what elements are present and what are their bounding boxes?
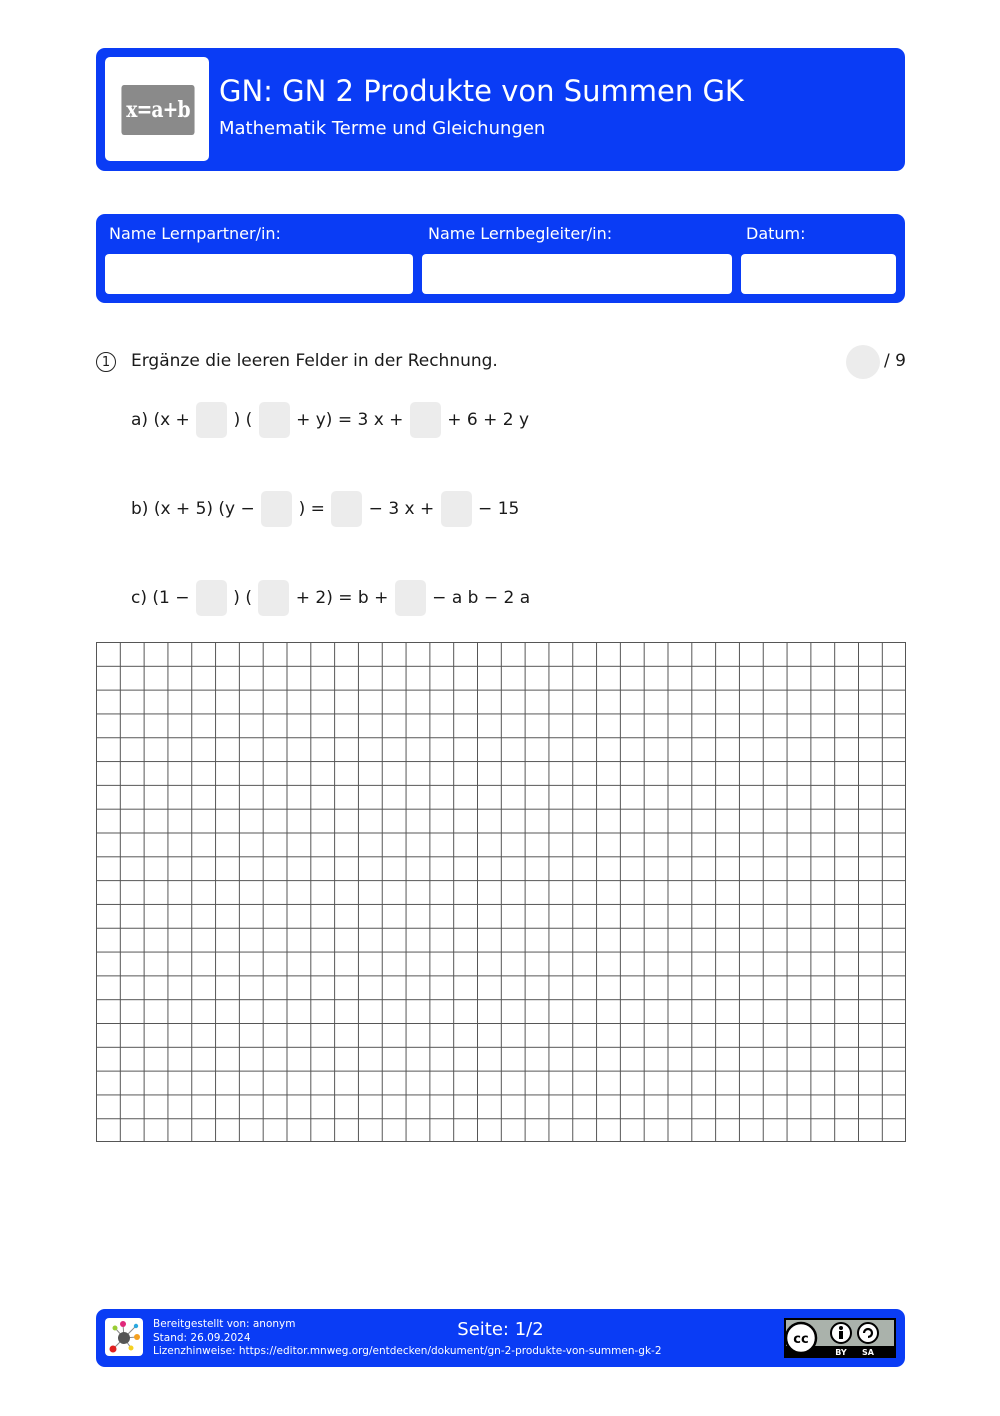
svg-text:SA: SA xyxy=(862,1348,874,1357)
answer-blank[interactable] xyxy=(395,580,426,616)
worksheet-title: GN: GN 2 Produkte von Summen GK xyxy=(219,74,744,108)
eq-text: ) = xyxy=(293,499,331,519)
date-label: Datum: xyxy=(746,224,806,243)
answer-blank[interactable] xyxy=(261,491,292,527)
eq-text: − 3 x + xyxy=(363,499,440,519)
topic-logo xyxy=(105,57,209,161)
formula-logo-icon: x=a+b xyxy=(121,85,194,135)
eq-text: c) (1 − xyxy=(131,588,195,608)
answer-blank[interactable] xyxy=(331,491,362,527)
task-number-badge: 1 xyxy=(96,352,116,372)
answer-blank[interactable] xyxy=(196,402,227,438)
cc-by-sa-license-icon xyxy=(784,1318,896,1358)
page-indicator: Seite: 1/2 xyxy=(457,1319,544,1340)
equation-b xyxy=(131,491,519,527)
equation-a xyxy=(131,402,529,438)
partner-label: Name Lernpartner/in: xyxy=(109,224,281,243)
worksheet-footer xyxy=(96,1309,905,1367)
eq-text: b) (x + 5) (y − xyxy=(131,499,261,519)
answer-blank[interactable] xyxy=(441,491,472,527)
eq-text: + 2) = b + xyxy=(290,588,394,608)
provided-by: Bereitgestellt von: anonym xyxy=(153,1318,296,1330)
svg-text:cc: cc xyxy=(793,1332,809,1347)
worksheet-subtitle: Mathematik Terme und Gleichungen xyxy=(219,118,546,139)
eq-text: ) ( xyxy=(228,410,258,430)
eq-text: a) (x + xyxy=(131,410,196,430)
eq-text: − 15 xyxy=(472,499,520,519)
scratch-grid[interactable] xyxy=(96,642,906,1142)
task-instruction: Ergänze die leeren Felder in der Rechnung. xyxy=(131,351,498,371)
companion-label: Name Lernbegleiter/in: xyxy=(428,224,613,243)
score-total: / 9 xyxy=(884,351,906,371)
answer-blank[interactable] xyxy=(258,580,289,616)
license-link[interactable]: Lizenzhinweise: https://editor.mnweg.org/entdecken/dokument/gn-2-produkte-von-summen-gk-2 xyxy=(153,1345,662,1357)
svg-text:BY: BY xyxy=(835,1348,847,1357)
eq-text: − a b − 2 a xyxy=(426,588,531,608)
worksheet-header xyxy=(96,48,905,171)
eq-text: + y) = 3 x + xyxy=(290,410,409,430)
score-input[interactable] xyxy=(846,345,880,379)
stand-date: Stand: 26.09.2024 xyxy=(153,1331,251,1344)
eq-text: ) ( xyxy=(227,588,258,608)
companion-name-field[interactable] xyxy=(422,254,732,294)
partner-name-field[interactable] xyxy=(105,254,413,294)
answer-blank[interactable] xyxy=(196,580,227,616)
date-field[interactable] xyxy=(741,254,896,294)
answer-blank[interactable] xyxy=(259,402,290,438)
eq-text: + 6 + 2 y xyxy=(441,410,530,430)
equation-c xyxy=(131,580,530,616)
name-fields-bar xyxy=(96,214,905,303)
answer-blank[interactable] xyxy=(410,402,441,438)
